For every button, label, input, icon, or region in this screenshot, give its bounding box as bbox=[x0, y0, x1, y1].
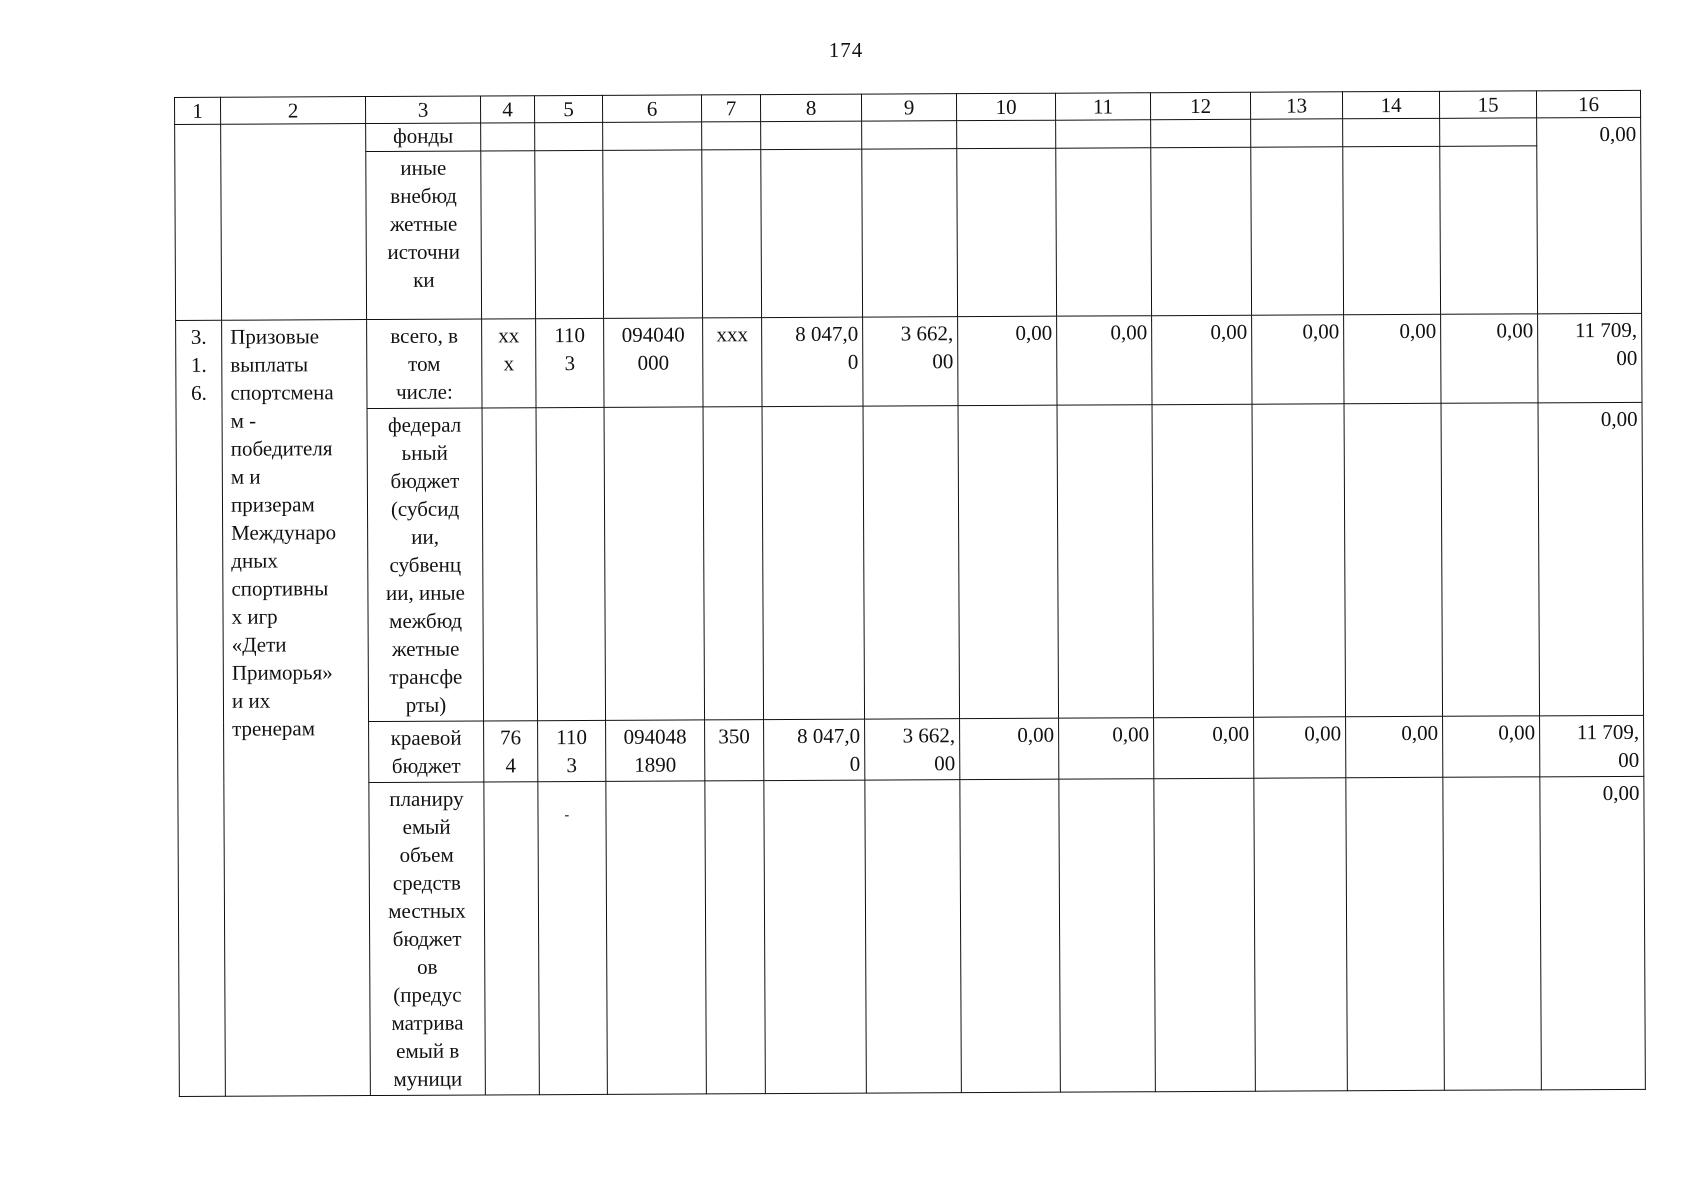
value-cell: 0,00 bbox=[1152, 315, 1252, 404]
value-cell: 0,00 bbox=[1252, 315, 1344, 404]
value-cell: 350 bbox=[705, 720, 764, 781]
column-header: 4 bbox=[480, 96, 534, 123]
table-cell bbox=[764, 780, 867, 1093]
stray-mark: - bbox=[564, 808, 570, 824]
table-cell bbox=[1152, 404, 1254, 717]
table-cell bbox=[484, 782, 540, 1095]
table-cell bbox=[705, 781, 766, 1094]
value-cell: 0,00 bbox=[1599, 121, 1637, 147]
value-cell: 0,00 bbox=[1346, 716, 1443, 777]
table-cell bbox=[606, 781, 707, 1094]
value-cell: 0,00 bbox=[1540, 776, 1646, 1090]
column-header: 7 bbox=[701, 95, 760, 122]
table-cell bbox=[1440, 146, 1538, 314]
column-header: 3 bbox=[366, 96, 481, 124]
value-cell: 3 662, 00 bbox=[863, 317, 958, 406]
table-row-federal-budget bbox=[176, 402, 1644, 722]
table-cell bbox=[481, 123, 535, 151]
budget-table bbox=[174, 90, 1646, 1097]
table-cell bbox=[862, 149, 958, 317]
value-cell: 0,00 bbox=[1254, 717, 1346, 778]
value-cell: 0,00 bbox=[1344, 314, 1441, 403]
page-number: 174 bbox=[828, 38, 864, 62]
table-cell bbox=[1440, 118, 1537, 146]
value-cell: 094040 000 bbox=[604, 318, 703, 407]
table-cell bbox=[1343, 118, 1440, 146]
column-header: 12 bbox=[1150, 92, 1250, 119]
table-cell bbox=[957, 148, 1057, 316]
table-row-regional-budget bbox=[178, 715, 1644, 783]
value-cell: 0,00 bbox=[1441, 314, 1538, 403]
value-cell: 110 3 bbox=[536, 318, 604, 407]
value-cell: 0,00 bbox=[1057, 316, 1152, 405]
table-cell bbox=[1346, 777, 1445, 1090]
table-row-other-sources bbox=[175, 145, 1642, 320]
table-row-total bbox=[176, 313, 1642, 409]
table-cell bbox=[703, 407, 764, 720]
table-cell bbox=[175, 124, 222, 320]
column-header: 15 bbox=[1439, 91, 1536, 118]
source-cell: планиру емый объем средств местных бюджет ов (предус матрива емый в муници bbox=[369, 782, 486, 1096]
column-header: 9 bbox=[861, 94, 956, 121]
value-cell: 110 3 bbox=[538, 720, 606, 781]
table-cell bbox=[1057, 405, 1154, 718]
table-cell bbox=[604, 407, 705, 720]
value-cell: 0,00 bbox=[1154, 717, 1254, 778]
column-header: 16 bbox=[1536, 90, 1640, 118]
column-header: 14 bbox=[1342, 91, 1439, 118]
table-cell bbox=[603, 122, 702, 150]
table-cell bbox=[958, 405, 1059, 718]
value-cell: 76 4 bbox=[484, 721, 538, 782]
column-header: 8 bbox=[760, 94, 861, 121]
value-cell: 8 047,0 0 bbox=[764, 719, 865, 780]
table-cell bbox=[1441, 403, 1540, 716]
budget-table-wrapper bbox=[174, 90, 1646, 1097]
value-cell: 11 709, 00 bbox=[1538, 313, 1642, 403]
value-cell: 0,00 bbox=[1443, 716, 1540, 777]
table-cell bbox=[1154, 778, 1256, 1091]
table-cell bbox=[481, 151, 536, 319]
table-cell bbox=[1151, 147, 1252, 315]
source-cell: фонды bbox=[366, 123, 481, 152]
table-cell bbox=[1056, 120, 1151, 148]
column-header: 6 bbox=[602, 95, 701, 122]
table-cell bbox=[1251, 119, 1343, 147]
column-header: 11 bbox=[1055, 93, 1150, 120]
value-cell: 3 662, 00 bbox=[865, 719, 960, 780]
table-cell bbox=[1056, 148, 1152, 316]
source-cell: краевой бюджет bbox=[369, 721, 484, 783]
value-cell: 0,00 bbox=[1538, 402, 1644, 716]
source-cell: иные внебюд жетные источни ки bbox=[366, 151, 482, 320]
table-cell bbox=[535, 150, 604, 318]
table-cell bbox=[865, 780, 962, 1093]
source-cell: всего, в том числе: bbox=[367, 319, 482, 409]
column-header: 10 bbox=[956, 93, 1055, 120]
table-cell bbox=[960, 779, 1061, 1092]
table-cell bbox=[1344, 403, 1443, 716]
table-cell bbox=[1059, 779, 1156, 1092]
table-cell bbox=[1443, 777, 1542, 1090]
table-cell bbox=[536, 407, 606, 720]
value-cell: 0,00 bbox=[960, 718, 1059, 779]
table-cell bbox=[862, 121, 957, 149]
value-cell: хх х bbox=[482, 319, 536, 408]
table-cell bbox=[221, 124, 367, 321]
table-cell bbox=[1252, 404, 1346, 717]
value-cell: 0,00 bbox=[1059, 718, 1154, 779]
value-cell: 094048 1890 bbox=[606, 720, 705, 781]
column-header: 1 bbox=[175, 97, 221, 124]
source-cell: федерал ьный бюджет (субсид ии, субвенц ии, иные межбюд жетные трансфе рты) bbox=[367, 408, 484, 722]
value-cell: 11 709, 00 bbox=[1540, 715, 1644, 777]
table-cell bbox=[1251, 147, 1344, 315]
table-row-local-budgets bbox=[178, 776, 1646, 1096]
table-cell bbox=[957, 120, 1056, 148]
table-cell bbox=[538, 781, 608, 1094]
value-cell: ххх bbox=[703, 318, 762, 407]
item-number-cell: 3. 1. 6. bbox=[176, 320, 226, 1096]
table-cell bbox=[1343, 146, 1441, 314]
item-name-cell: Призовые выплаты спортсмена м - победителя м и призерам Междунаро дных спортивны х игр «Дети Приморья» и их тренерам bbox=[222, 320, 371, 1097]
table-cell bbox=[1151, 119, 1251, 147]
table-cell bbox=[1537, 117, 1642, 314]
value-cell: 8 047,0 0 bbox=[762, 317, 863, 406]
table-cell bbox=[702, 150, 762, 318]
table-cell bbox=[1254, 778, 1348, 1091]
value-cell: 0,00 bbox=[958, 316, 1057, 405]
table-cell bbox=[482, 408, 538, 721]
table-cell bbox=[762, 406, 865, 719]
table-cell bbox=[863, 406, 960, 719]
table-cell bbox=[603, 150, 703, 318]
table-cell bbox=[761, 149, 863, 317]
column-header: 2 bbox=[221, 97, 366, 125]
table-cell bbox=[535, 122, 603, 150]
column-header: 5 bbox=[534, 95, 602, 122]
table-cell bbox=[761, 121, 862, 149]
column-header: 13 bbox=[1250, 92, 1342, 119]
table-cell bbox=[702, 122, 761, 150]
